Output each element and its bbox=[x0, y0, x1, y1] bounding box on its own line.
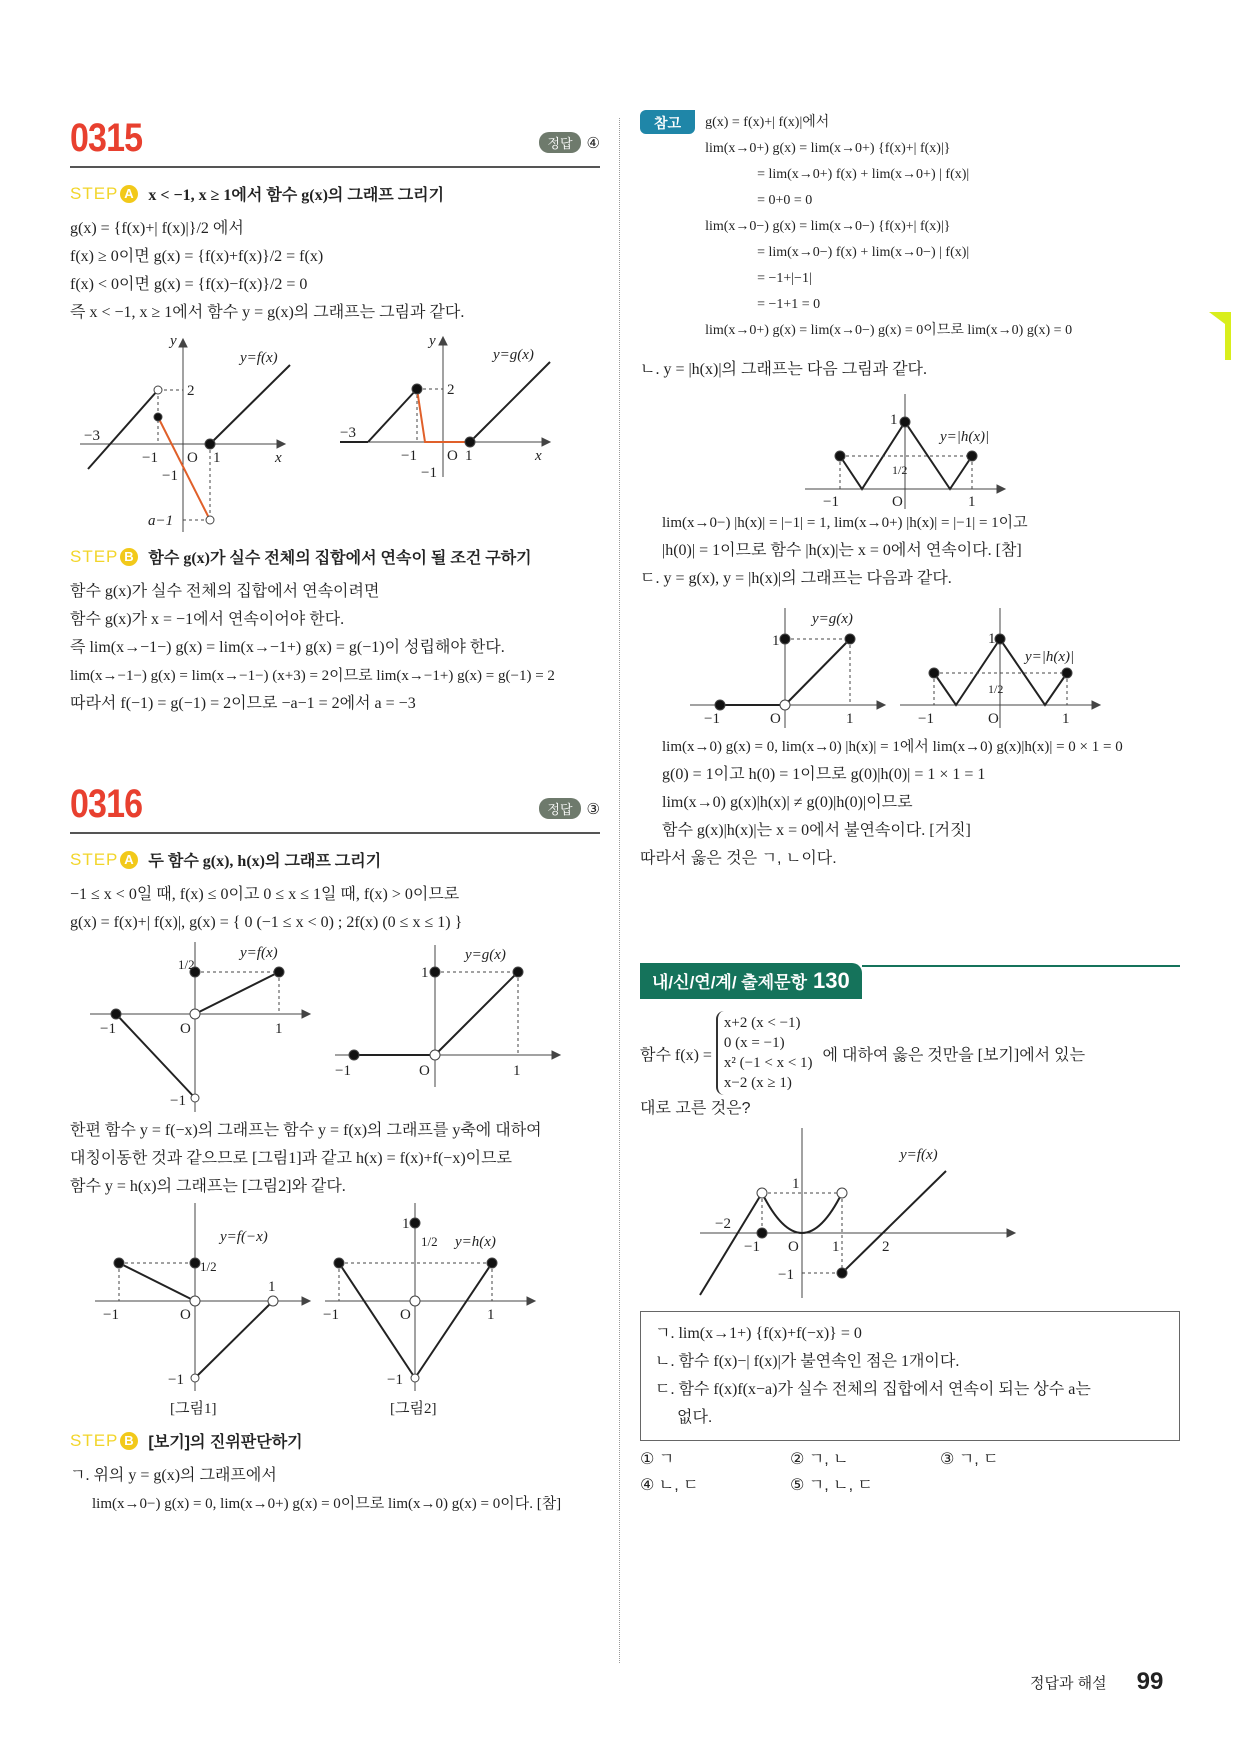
text-line: g(x) = f(x)+| f(x)|, g(x) = { 0 (−1 ≤ x < 0) ; 2f(x) (0 ≤ x ≤ 1) } bbox=[70, 914, 463, 931]
svg-text:−1: −1 bbox=[100, 1021, 116, 1037]
svg-text:y=h(x): y=h(x) bbox=[455, 1234, 496, 1250]
page-footer bbox=[1030, 1668, 1163, 1696]
svg-text:−1: −1 bbox=[170, 1093, 186, 1109]
conclusion: 따라서 옳은 것은 ㄱ, ㄴ이다. bbox=[640, 850, 837, 867]
text-line: 함수 g(x)가 x = −1에서 연속이어야 한다. bbox=[70, 611, 345, 628]
svg-text:−1: −1 bbox=[323, 1307, 339, 1323]
svg-text:−3: −3 bbox=[84, 428, 100, 444]
graphs-g-abs-h bbox=[640, 593, 1180, 733]
text-line: 대칭이동한 것과 같으므로 [그림1]과 같고 h(x) = f(x)+f(−x)이므로 bbox=[70, 1150, 513, 1167]
text-line: g(x) = {f(x)+| f(x)|}/2 에서 bbox=[70, 220, 244, 237]
svg-text:O: O bbox=[180, 1307, 191, 1323]
svg-text:1/2: 1/2 bbox=[421, 1234, 438, 1249]
svg-text:a−1: a−1 bbox=[148, 513, 174, 529]
text-line: ㄷ. y = g(x), y = |h(x)|의 그래프는 다음과 같다. bbox=[640, 570, 952, 587]
text-line: lim(x→−1−) g(x) = lim(x→−1−) (x+3) = 2이므로 lim(x→−1+) g(x) = g(−1) = 2 bbox=[70, 668, 555, 684]
svg-text:2: 2 bbox=[882, 1239, 890, 1255]
svg-text:2: 2 bbox=[187, 383, 195, 399]
graphs-0316-figures bbox=[70, 1201, 600, 1421]
svg-text:1: 1 bbox=[988, 631, 996, 647]
svg-text:y=g(x): y=g(x) bbox=[812, 611, 853, 627]
svg-text:−1: −1 bbox=[823, 494, 839, 509]
text-line: f(x) < 0이면 g(x) = {f(x)−f(x)}/2 = 0 bbox=[70, 276, 308, 293]
svg-text:−1: −1 bbox=[704, 711, 720, 727]
text-line: 함수 g(x)가 실수 전체의 집합에서 연속이려면 bbox=[70, 583, 380, 600]
svg-text:1: 1 bbox=[402, 1216, 410, 1232]
step-a-heading: STEP A 두 함수 g(x), h(x)의 그래프 그리기 bbox=[70, 849, 382, 870]
problem-0316-header bbox=[70, 776, 600, 834]
svg-text:x: x bbox=[275, 450, 282, 466]
svg-text:x: x bbox=[535, 448, 542, 464]
svg-text:y=f(x): y=f(x) bbox=[240, 350, 278, 366]
bogi-item: ㄴ. 함수 f(x)−| f(x)|가 불연속인 점은 1개이다. bbox=[655, 1353, 960, 1370]
choice-4[interactable]: ④ ㄴ, ㄷ bbox=[640, 1477, 699, 1494]
problem-number: 0316 bbox=[70, 782, 143, 826]
svg-text:−1: −1 bbox=[168, 1372, 184, 1388]
svg-text:O: O bbox=[187, 450, 198, 466]
svg-text:1/2: 1/2 bbox=[200, 1259, 217, 1274]
answer-badge: 정답 ③ bbox=[539, 798, 600, 819]
svg-text:1/2: 1/2 bbox=[988, 682, 1004, 696]
svg-text:1: 1 bbox=[268, 1279, 276, 1295]
text-line: lim(x→0−) g(x) = 0, lim(x→0+) g(x) = 0이므로 lim(x→0) g(x) = 0이다. [참] bbox=[92, 1496, 562, 1512]
svg-text:y: y bbox=[170, 333, 177, 349]
svg-text:[그림1]: [그림1] bbox=[170, 1401, 217, 1417]
svg-text:O: O bbox=[788, 1239, 799, 1255]
question-text: 함수 f(x) = x+2 (x < −1) 0 (x = −1) x² (−1 < x < 1) x−2 (x ≥ 1) 에 대하여 옳은 것만을 [보기]에서 있는 bbox=[640, 1011, 1180, 1095]
text-line: −1 ≤ x < 0일 때, f(x) ≤ 0이고 0 ≤ x ≤ 1일 때, f(x) > 0이므로 bbox=[70, 886, 460, 903]
svg-text:O: O bbox=[400, 1307, 411, 1323]
svg-text:1/2: 1/2 bbox=[178, 957, 195, 972]
svg-text:1: 1 bbox=[213, 450, 221, 466]
choice-1[interactable]: ① ㄱ bbox=[640, 1451, 675, 1468]
svg-text:−1: −1 bbox=[162, 468, 178, 484]
text-line: lim(x→0) g(x)|h(x)| ≠ g(0)|h(0)|이므로 bbox=[662, 794, 913, 811]
graph-f bbox=[80, 339, 290, 532]
svg-text:−1: −1 bbox=[778, 1267, 794, 1283]
svg-text:1: 1 bbox=[1062, 711, 1070, 727]
svg-text:y=g(x): y=g(x) bbox=[465, 947, 506, 963]
svg-text:1: 1 bbox=[421, 965, 429, 981]
svg-text:y=f(x): y=f(x) bbox=[900, 1147, 938, 1163]
svg-text:−1: −1 bbox=[421, 465, 437, 481]
svg-text:y=f(x): y=f(x) bbox=[240, 945, 278, 961]
svg-text:−2: −2 bbox=[715, 1216, 731, 1232]
page-number: 99 bbox=[1136, 1668, 1164, 1695]
text-line: 함수 g(x)|h(x)|는 x = 0에서 불연속이다. [거짓] bbox=[662, 822, 971, 839]
text-line: f(x) ≥ 0이면 g(x) = {f(x)+f(x)}/2 = f(x) bbox=[70, 248, 324, 265]
svg-text:1: 1 bbox=[890, 412, 898, 428]
svg-text:O: O bbox=[892, 494, 903, 509]
bogi-item: ㄷ. 함수 f(x)f(x−a)가 실수 전체의 집합에서 연속이 되는 상수 a는 bbox=[655, 1381, 1091, 1398]
svg-text:−3: −3 bbox=[340, 425, 356, 441]
svg-text:y=f(−x): y=f(−x) bbox=[220, 1229, 268, 1245]
svg-text:1: 1 bbox=[832, 1239, 840, 1255]
problem-number: 0315 bbox=[70, 116, 143, 160]
graph-abs-h bbox=[640, 384, 1180, 509]
svg-text:−1: −1 bbox=[401, 448, 417, 464]
naesin-linked-question-banner: 내/신/연/계/ 출제문항 130 bbox=[640, 963, 1180, 999]
svg-text:2: 2 bbox=[447, 382, 455, 398]
text-line: 한편 함수 y = f(−x)의 그래프는 함수 y = f(x)의 그래프를 y축에 대하여 bbox=[70, 1122, 542, 1139]
text-line: lim(x→0−) |h(x)| = |−1| = 1, lim(x→0+) |h(x)| = |−1| = 1이고 bbox=[662, 515, 1028, 531]
svg-text:1: 1 bbox=[275, 1021, 283, 1037]
graphs-0315 bbox=[70, 327, 600, 537]
svg-text:1: 1 bbox=[487, 1307, 495, 1323]
svg-text:−1: −1 bbox=[142, 450, 158, 466]
choice-2[interactable]: ② ㄱ, ㄴ bbox=[790, 1451, 849, 1468]
reference-note: 참고 g(x) = f(x)+| f(x)|에서 lim(x→0+) g(x) = lim(x→0+) {f(x)+| f(x)|} = lim(x→0+) f(x) + lim(x→0+) | f(x)| = 0+0 = 0 lim(x→0−) g(x) = lim(x→0−) {f(x)+| f(x)|} = lim(x→0−) f(x) + lim(x→0−) | f(x)| = −1+|−1| = −1+1 = 0 lim(x→0+) g(x) = lim(x→0−) g(x) = 0이므로 lim(x→0) g(x) = 0 bbox=[640, 110, 1180, 344]
svg-text:−1: −1 bbox=[744, 1239, 760, 1255]
svg-text:O: O bbox=[180, 1021, 191, 1037]
text-line: 따라서 f(−1) = g(−1) = 2이므로 −a−1 = 2에서 a = −3 bbox=[70, 695, 416, 712]
step-a-heading: STEP A x < −1, x ≥ 1에서 함수 g(x)의 그래프 그리기 bbox=[70, 183, 445, 204]
text-line: g(0) = 1이고 h(0) = 1이므로 g(0)|h(0)| = 1 × 1 = 1 bbox=[662, 766, 986, 783]
svg-text:[그림2]: [그림2] bbox=[390, 1401, 437, 1417]
svg-text:−1: −1 bbox=[335, 1063, 351, 1079]
step-b-heading: STEP B [보기]의 진위판단하기 bbox=[70, 1430, 303, 1451]
bogi-item: 없다. bbox=[677, 1409, 713, 1426]
text-line: |h(0)| = 1이므로 함수 |h(x)|는 x = 0에서 연속이다. [참] bbox=[662, 542, 1022, 559]
svg-text:1/2: 1/2 bbox=[892, 463, 908, 477]
svg-text:y=g(x): y=g(x) bbox=[493, 347, 534, 363]
svg-text:1: 1 bbox=[968, 494, 976, 509]
question-tail: 대로 고른 것은? bbox=[640, 1100, 751, 1117]
left-column bbox=[70, 110, 600, 1518]
choice-3[interactable]: ③ ㄱ, ㄷ bbox=[940, 1451, 999, 1468]
svg-text:−1: −1 bbox=[103, 1307, 119, 1323]
svg-text:O: O bbox=[447, 448, 458, 464]
text-line: ㄴ. y = |h(x)|의 그래프는 다음 그림과 같다. bbox=[640, 361, 928, 378]
text-line: ㄱ. 위의 y = g(x)의 그래프에서 bbox=[70, 1467, 277, 1484]
svg-text:1: 1 bbox=[465, 448, 473, 464]
graph-question-f bbox=[640, 1123, 1180, 1303]
svg-text:1: 1 bbox=[846, 711, 854, 727]
reference-tag: 참고 bbox=[640, 110, 695, 134]
svg-text:y=|h(x)|: y=|h(x)| bbox=[940, 429, 990, 445]
svg-text:1: 1 bbox=[792, 1176, 800, 1192]
side-tab-marker bbox=[1225, 312, 1231, 360]
svg-text:y=|h(x)|: y=|h(x)| bbox=[1025, 649, 1075, 665]
right-column bbox=[640, 110, 1180, 1499]
graphs-0316-fg bbox=[70, 937, 600, 1117]
svg-text:−1: −1 bbox=[918, 711, 934, 727]
answer-badge: 정답 ④ bbox=[539, 132, 600, 153]
answer-choices bbox=[640, 1447, 1180, 1499]
svg-text:1: 1 bbox=[513, 1063, 521, 1079]
svg-text:O: O bbox=[419, 1063, 430, 1079]
step-b-heading: STEP B 함수 g(x)가 실수 전체의 집합에서 연속이 될 조건 구하기 bbox=[70, 546, 532, 567]
text-line: 함수 y = h(x)의 그래프는 [그림2]와 같다. bbox=[70, 1178, 346, 1195]
svg-text:O: O bbox=[988, 711, 999, 727]
svg-text:−1: −1 bbox=[387, 1372, 403, 1388]
column-divider bbox=[619, 118, 620, 1663]
bogi-item: ㄱ. lim(x→1+) {f(x)+f(−x)} = 0 bbox=[655, 1325, 862, 1342]
choice-5[interactable]: ⑤ ㄱ, ㄴ, ㄷ bbox=[790, 1477, 873, 1494]
svg-text:y: y bbox=[429, 333, 436, 349]
footer-label: 정답과 해설 bbox=[1030, 1674, 1107, 1692]
text-line: 즉 lim(x→−1−) g(x) = lim(x→−1+) g(x) = g(−1)이 성립해야 한다. bbox=[70, 639, 505, 656]
svg-text:1: 1 bbox=[772, 633, 780, 649]
text-line: lim(x→0) g(x) = 0, lim(x→0) |h(x)| = 1에서 lim(x→0) g(x)|h(x)| = 0 × 1 = 0 bbox=[662, 739, 1123, 755]
bogi-box bbox=[640, 1311, 1180, 1441]
text-line: 즉 x < −1, x ≥ 1에서 함수 y = g(x)의 그래프는 그림과 같다. bbox=[70, 304, 465, 321]
problem-0315-header bbox=[70, 110, 600, 168]
svg-text:O: O bbox=[770, 711, 781, 727]
